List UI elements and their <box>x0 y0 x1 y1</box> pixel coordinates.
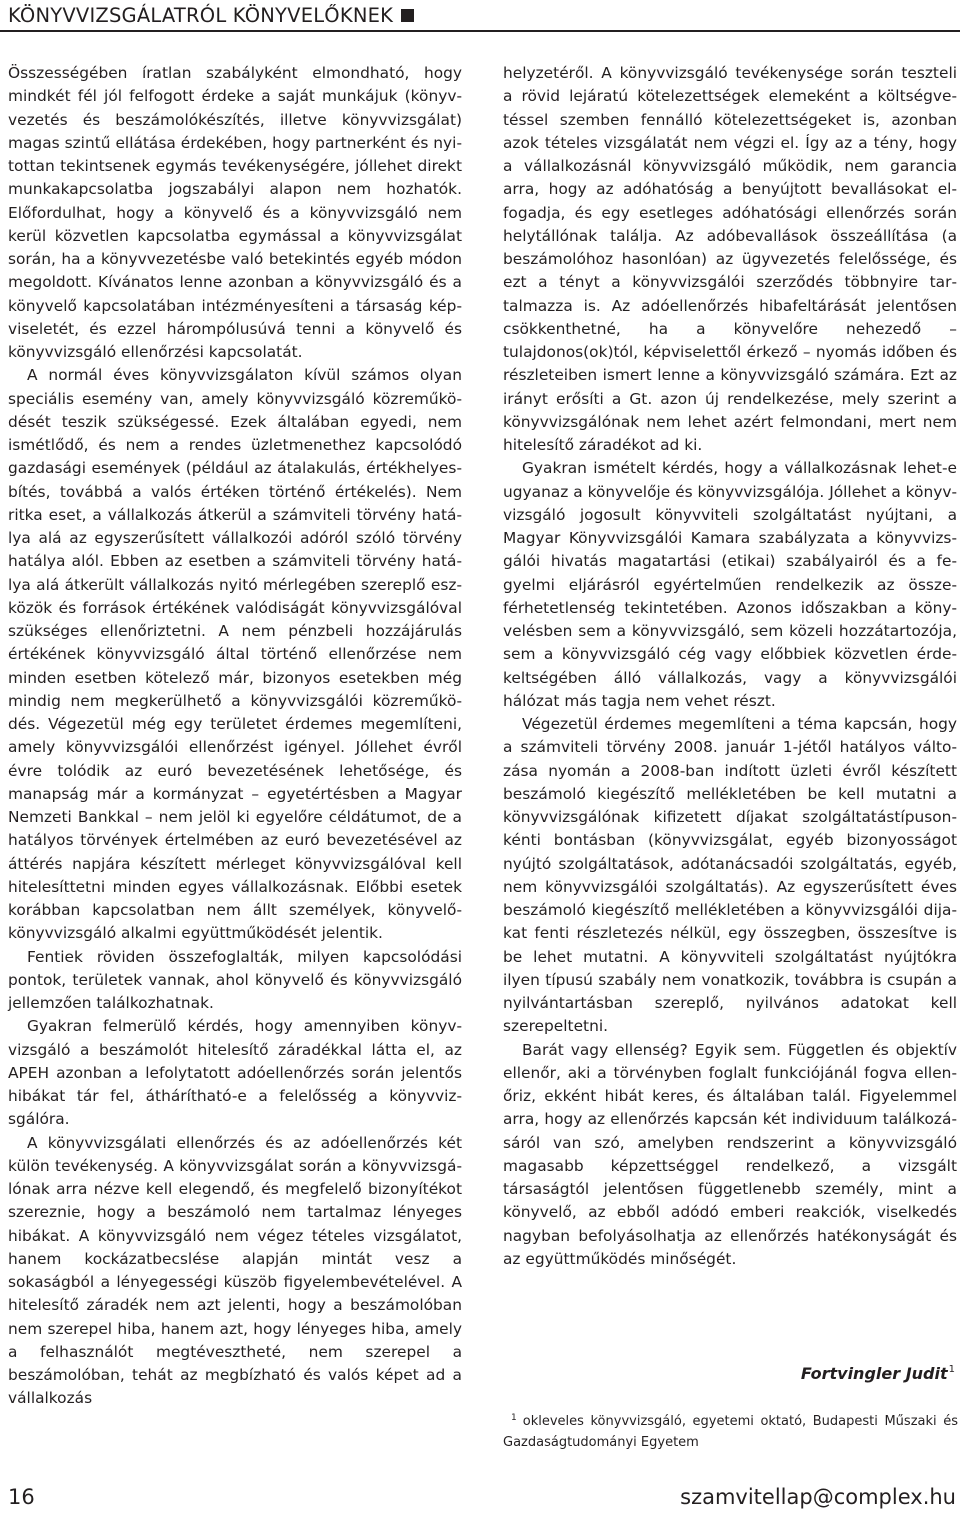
paragraph: Gyakran felmerülő kérdés, hogy amennyiben könyvvizsgáló a beszámolót hitelesítő záradékkal látta el, az APEH azonban a lefolytatott adóellenőrzés során jelentős hibákat tár fel, áthárítható-e a felelősség a könyvvizsgálóra. <box>8 1017 462 1129</box>
paragraph: Barát vagy ellenség? Egyik sem. Független és objektív ellenőr, aki a törvényben foglalt funkciójánál fogva ellenőriz, ekként hibát keres, és általában talál. Figyelemmel arra, hogy az ellenőrzés kapcsán két individuum találkozásáról van szó, amelyben rendszerint a könyvvizsgáló magasabb képzettséggel rendelkező, a vizsgált társaságtól jelentősen függetlenebb személy, mint a könyvelő, az ebből adódó emberi reakciók, viselkedés nagyban befolyásolhatja az ellenőrzés hatékonyságát és az együttműködés minőségét. <box>503 1040 957 1268</box>
header-rule <box>0 30 960 32</box>
footer-email: szamvitellap@complex.hu <box>680 1485 956 1509</box>
paragraph: helyzetéről. A könyvvizsgáló tevékenysége során teszteli a rövid lejáratú kötelezettségek elemeként a költségvetéssel szemben fennálló kötelezettségeket is, azonban azok tételes vizsgálatát nem végzi el. Így az a tény, hogy a vállalkozásnál könyvvizsgáló működik, nem garancia arra, hogy az adóhatóság a benyújtott bevallásokat elfogadja, és egy esetleges adóhatósági ellenőrzés során helytállónak találja. Az adóbevallások összeállítása (a beszámolóhoz hasonlóan) az ügyvezetés felelőssége, és ezt a tényt a könyvvizsgálói szerződés többnyire tartalmazza is. Az adóellenőrzés hibafeltárását jelentősen csökkenthetné, ha a könyvelőre nehezedő – tulajdonos(ok)tól, képviselettől érkező – nyomás időben és részleteiben ismert lenne a könyvvizsgáló számára. Ezt az irányt erősíti a Gt. azon új rendelkezése, mely szerint a könyvvizsgálónak nem lehet azért felmondani, mert nem hitelesítő záradékot ad ki. <box>503 64 957 454</box>
header-square-marker <box>401 9 414 22</box>
author-footnote-mark: 1 <box>948 1364 955 1375</box>
footnote <box>503 1408 958 1453</box>
page-number: 16 <box>8 1485 35 1509</box>
author-name: Fortvingler Judit <box>800 1364 948 1383</box>
author-signature <box>503 1358 955 1386</box>
running-header-title: KÖNYVVIZSGÁLATRÓL KÖNYVELŐKNEK <box>8 3 394 27</box>
running-header <box>8 2 414 28</box>
right-column <box>503 62 957 1271</box>
left-column <box>8 62 462 1411</box>
paragraph: Fentiek röviden összefoglalták, milyen kapcsolódási pontok, területek vannak, ahol könyvelő és könyvvizsgáló jellemzően találkozhatnak. <box>8 947 462 1012</box>
paragraph: Összességében íratlan szabályként elmondható, hogy mindkét fél jól felfogott érdeke a saját munkájuk (könyvvezetés és beszámolókészítés, illetve könyvvizsgálat) magas szintű ellátása érdekében, hogy partnerként és nyitottan tekintsenek egymás tevékenységére, jóllehet direkt munkakapcsolatba jogszabályi alapon nem hozhatók. Előfordulhat, hogy a könyvelő és a könyvvizsgáló nem kerül közvetlen kapcsolatba egymással a könyvvizsgálat során, ha a könyvvezetésbe való betekintés egyéb módon megoldott. Kívánatos lenne azonban a könyvvizsgáló és a könyvelő kapcsolatában intézményesíteni a társaság képviseletét, és ezzel hárompólusúvá tenni a könyvelő és könyvvizsgáló ellenőrzési kapcsolatát. <box>8 64 462 361</box>
paragraph: Végezetül érdemes megemlíteni a téma kapcsán, hogy a számviteli törvény 2008. január 1-jétől hatályos változása nyomán a 2008-ban indított üzleti évről készített beszámoló kiegészítő mellékletében be kell mutatni a könyvvizsgálónak kifizetett díjakat szolgáltatástípusonkénti bontásban (könyvvizsgálat, egyéb bizonyosságot nyújtó szolgáltatások, adótanácsadói szolgáltatás, egyéb, nem könyvvizsgálói szolgáltatás). Az egyszerűsített éves beszámoló kiegészítő mellékletében a könyvvizsgálói dijakat fenti részletezés nélkül, egy összegben, összesítve is be lehet mutatni. A könyvviteli szolgáltatást nyújtókra ilyen típusú szabály nem vonatkozik, továbbra is csupán a nyilvántartásban szereplő, nyilvános adatokat kell szerepeltetni. <box>503 715 957 1036</box>
paragraph: A könyvvizsgálati ellenőrzés és az adóellenőrzés két külön tevékenység. A könyvvizsgálat során a könyvvizsgálónak arra nézve kell elegendő, és megfelelő bizonyítékot szereznie, hogy a beszámoló nem tartalmaz lényeges hibákat. A könyvvizsgáló nem végez tételes vizsgálatot, hanem kockázatbecslése alapján mintát vesz a sokaságból a lényegességi küszöb figyelembevételével. A hitelesítő záradék nem azt jelenti, hogy a beszámolóban nem szerepel hiba, hanem azt, hogy lényeges hiba, amely a felhasználót megtévesztheté, nem szerepel a beszámolóban, tehát az megbízható és valós képet ad a vállalkozás <box>8 1133 462 1408</box>
paragraph: Gyakran ismételt kérdés, hogy a vállalkozásnak lehet-e ugyanaz a könyvelője és könyvvizsgálója. Jóllehet a könyvvizsgáló jogosult könyvviteli szolgáltatást nyújtani, a Magyar Könyvvizsgálói Kamara szabályzata a könyvvizsgálói hivatás magatartási (etikai) szabályairól és a fegyelmi eljárásról egyértelműen rendelkezik az összeférhetetlenség tekintetében. Azonos időszakban a könyvelésben sem a könyvvizsgáló, sem közeli hozzátartozója, sem a könyvvizsgáló cég vagy előbbiek közvetlen érdekeltségében álló vállalkozás, vagy a könyvvizsgálói hálózat más tagja nem vehet részt. <box>503 459 957 710</box>
paragraph: A normál éves könyvvizsgálaton kívül számos olyan speciális esemény van, amely könyvvizsgáló közreműködését teszik szükségessé. Ezek általában egyedi, nem ismétlődő, és nem a rendes üzletmenethez kapcsolódó gazdasági események (például az átalakulás, értékhelyesbítés, továbbá a valós értéken történő értékelés). Nem ritka eset, a vállalkozás átkerül a számviteli törvény hatálya alá az egyszerűsített vállalkozói adóról szóló törvény hatálya alól. Ebben az esetben a számviteli törvény hatálya alá átkerült vállalkozás nyitó mérlegében szereplő eszközök és források értékének valódiságát könyvvizsgálóval szükséges ellenőriztetni. A nem pénzbeli hozzájárulás értékének könyvvizsgáló által történő ellenőrzése nem minden esetben kötelező már, bizonyos esetekben még mindig nem megkerülhető a könyvvizsgálói közreműködés. Végezetül még egy területet érdemes megemlíteni, amely könyvvizsgálói ellenőrzést igényel. Jóllehet évről évre tolódik az euró bevezetésének lehetősége, és manapság már a kormányzat – egyetértésben a Magyar Nemzeti Bankkal – nem jelöl ki egyelőre céldátumot, de a hatályos törvények értelmében az euró bevezetésével az áttérés napjára készített mérleget könyvvizsgálóval kell hitelesíttetni minden egyes vállalkozásnak. Előbbi esetek korábban kapcsolatban nem állt személyek, könyvelő-könyvvizsgáló alkalmi együttműködését jelentik. <box>8 366 462 943</box>
footnote-text: okleveles könyvvizsgáló, egyetemi oktató, Budapesti Műszaki és Gazdaságtudományi Egyetem <box>503 1414 958 1450</box>
footnote-mark: 1 <box>511 1413 517 1423</box>
